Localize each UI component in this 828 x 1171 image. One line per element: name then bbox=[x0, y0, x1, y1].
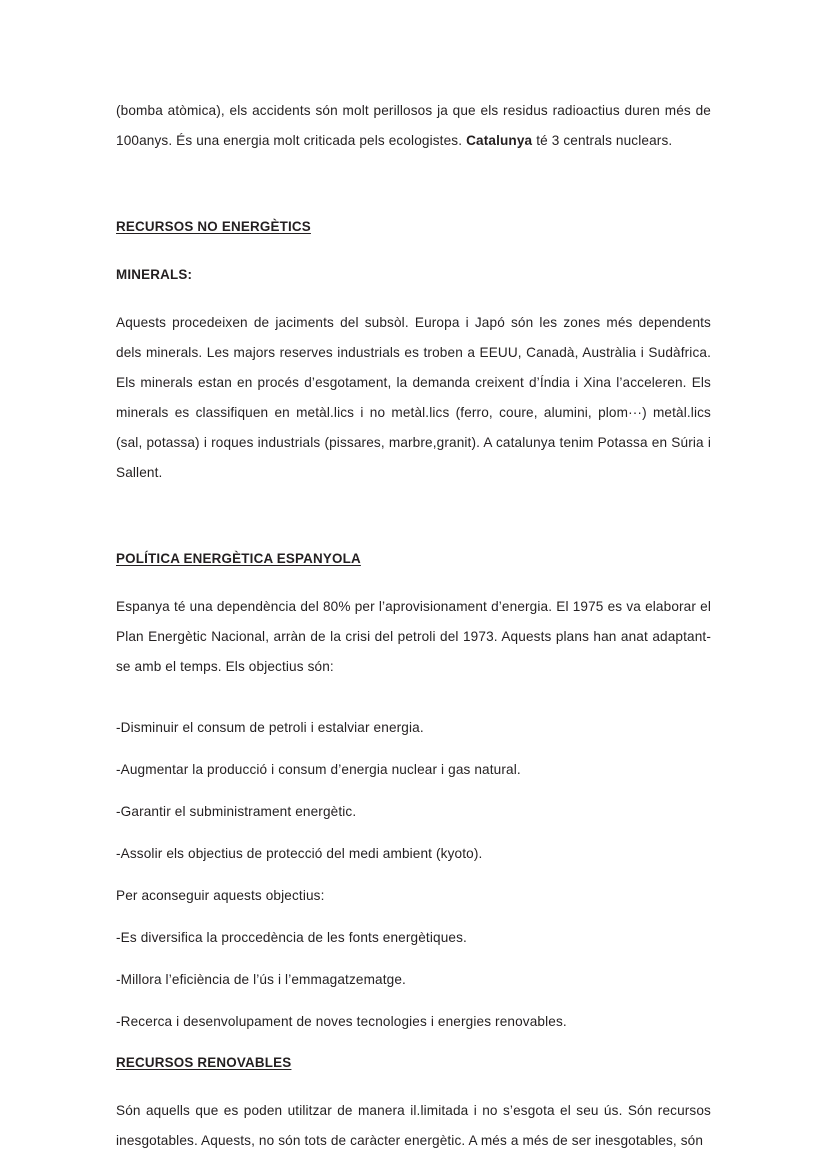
spacer-objectiu-3-4 bbox=[116, 827, 711, 839]
paragraph-intro-continuation bbox=[116, 96, 711, 156]
list-item-objectiu-3: -Garantir el subministrament energètic. bbox=[116, 804, 357, 819]
paragraph-minerals: Aquests procedeixen de jaciments del subsòl. Europa i Japó són les zones més dependents dels minerals. Les majors reserves industrials es troben a EEUU, Canadà, Austràlia i Sudàfrica. Els minerals estan en procés d’esgotament, la demanda creixent d’Índia i Xina l’acceleren. Els minerals es classifiquen en metàl.lics i no metàl.lics (ferro, coure, alumini, plom···) metàl.lics (sal, potassa) i roques industrials (pissares, marbre,granit). A catalunya tenim Potassa en Súria i Sallent. bbox=[116, 315, 711, 480]
list-item-mitja-2: -Millora l’eficiència de l’ús i l’emmagatzematge. bbox=[116, 972, 406, 987]
heading-recursos-no-energetics: RECURSOS NO ENERGÈTICS bbox=[116, 219, 311, 234]
spacer-before-mitjans-list bbox=[116, 911, 711, 923]
spacer-mitja-2-3 bbox=[116, 995, 711, 1007]
spacer-before-recursos-renovables bbox=[116, 1037, 711, 1048]
intro-bold-catalunya: Catalunya bbox=[466, 133, 533, 148]
document-text-column bbox=[116, 96, 711, 1156]
intro-line-1: (bomba atòmica), els accidents són molt perillosos ja que els residus radioactius duren més de bbox=[116, 103, 711, 118]
list-item-objectiu-4: -Assolir els objectius de protecció del medi ambient (kyoto). bbox=[116, 846, 483, 861]
intro-line-2-pre: 100anys. És una energia molt criticada pels ecologistes. bbox=[116, 133, 463, 148]
list-item-mitja-1: -Es diversifica la proccedència de les fonts energètiques. bbox=[116, 930, 467, 945]
list-item-objectiu-2: -Augmentar la producció i consum d’energia nuclear i gas natural. bbox=[116, 762, 521, 777]
heading-politica-energetica-espanyola: POLÍTICA ENERGÈTICA ESPANYOLA bbox=[116, 551, 361, 566]
spacer-before-minerals bbox=[116, 242, 711, 260]
paragraph-recursos-renovables: Són aquells que es poden utilitzar de manera il.limitada i no s’esgota el seu ús. Són recursos inesgotables. Aquests, no són tots de caràcter energètic. A més a més de ser inesgotables, són bbox=[116, 1103, 711, 1148]
paragraph-per-aconseguir: Per aconseguir aquests objectius: bbox=[116, 888, 325, 903]
spacer-before-recursos-no-energetics bbox=[116, 156, 711, 212]
spacer-objectiu-2-3 bbox=[116, 785, 711, 797]
spacer-before-renovables-para bbox=[116, 1078, 711, 1096]
heading-minerals: MINERALS: bbox=[116, 267, 193, 282]
spacer-before-per-aconseguir bbox=[116, 869, 711, 881]
heading-recursos-renovables: RECURSOS RENOVABLES bbox=[116, 1055, 292, 1070]
spacer-before-minerals-para bbox=[116, 290, 711, 308]
spacer-mitja-1-2 bbox=[116, 953, 711, 965]
spacer-before-politica bbox=[116, 488, 711, 544]
list-item-objectiu-1: -Disminuir el consum de petroli i estalviar energia. bbox=[116, 720, 424, 735]
spacer-before-politica-para bbox=[116, 574, 711, 592]
intro-line-2-post: té 3 centrals nuclears. bbox=[536, 133, 673, 148]
paragraph-politica-energetica: Espanya té una dependència del 80% per l’aprovisionament d’energia. El 1975 es va elaborar el Plan Energètic Nacional, arràn de la crisi del petroli del 1973. Aquests plans han anat adaptant-se amb el temps. Els objectius són: bbox=[116, 599, 711, 674]
list-item-mitja-3: -Recerca i desenvolupament de noves tecnologies i energies renovables. bbox=[116, 1014, 567, 1029]
spacer-before-objectius-list bbox=[116, 682, 711, 713]
spacer-objectiu-1-2 bbox=[116, 743, 711, 755]
